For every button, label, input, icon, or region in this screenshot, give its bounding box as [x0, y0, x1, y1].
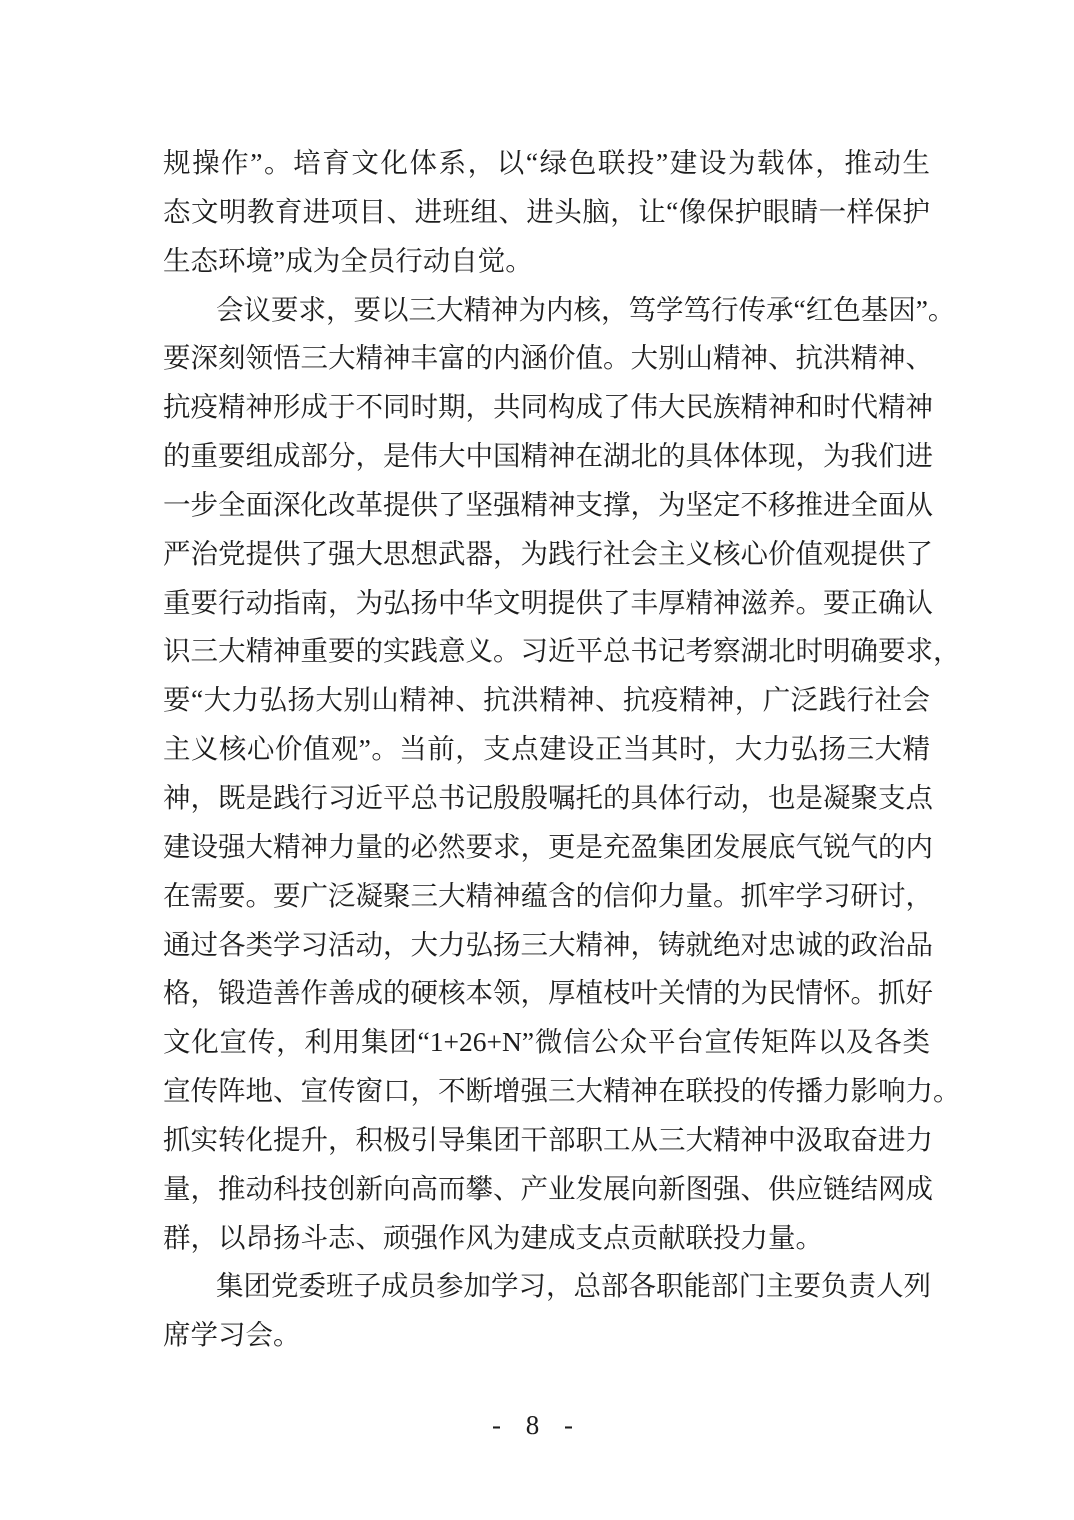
text-line: 严治党提供了强大思想武器，为践行社会主义核心价值观提供了: [163, 537, 933, 569]
text-line: 抓实转化提升，积极引导集团干部职工从三大精神中汲取奋进力: [163, 1123, 933, 1155]
text-line: 要“大力弘扬大别山精神、抗洪精神、抗疫精神，广泛践行社会: [163, 684, 930, 716]
text-line: 群，以昂扬斗志、顽强作风为建成支点贡献联投力量。: [163, 1221, 823, 1253]
text-line: 主义核心价值观”。当前，支点建设正当其时，大力弘扬三大精: [163, 733, 930, 765]
text-line: 抗疫精神形成于不同时期，共同构成了伟大民族精神和时代精神: [163, 391, 933, 423]
text-line: 态文明教育进项目、进班组、进头脑，让“像保护眼睛一样保护: [163, 195, 930, 227]
text-line: 宣传阵地、宣传窗口，不断增强三大精神在联投的传播力影响力。: [163, 1075, 961, 1107]
text-line: 建设强大精神力量的必然要求，更是充盈集团发展底气锐气的内: [163, 830, 933, 862]
text-line: 席学习会。: [163, 1319, 301, 1351]
document-body: [163, 139, 961, 1360]
text-line: 格，锻造善作善成的硬核本领，厚植枝叶关情的为民情怀。抓好: [163, 977, 933, 1009]
text-line: 生态环境”成为全员行动自觉。: [163, 244, 533, 276]
text-line: 识三大精神重要的实践意义。习近平总书记考察湖北时明确要求，: [163, 635, 961, 667]
text-line: 在需要。要广泛凝聚三大精神蕴含的信仰力量。抓牢学习研讨，: [163, 879, 933, 911]
text-line: 集团党委班子成员参加学习，总部各职能部门主要负责人列: [216, 1270, 931, 1302]
text-line: 通过各类学习活动，大力弘扬三大精神，铸就绝对忠诚的政治品: [163, 928, 933, 960]
text-line: 会议要求，要以三大精神为内核，笃学笃行传承“红色基因”。: [216, 293, 956, 325]
page-number: - 8 -: [492, 1410, 582, 1440]
text-line: 要深刻领悟三大精神丰富的内涵价值。大别山精神、抗洪精神、: [163, 342, 933, 374]
text-line: 规操作”。培育文化体系，以“绿色联投”建设为载体，推动生: [163, 147, 930, 178]
text-line: 重要行动指南，为弘扬中华文明提供了丰厚精神滋养。要正确认: [163, 586, 933, 618]
text-line: 文化宣传，利用集团“1+26+N”微信公众平台宣传矩阵以及各类: [163, 1026, 930, 1058]
text-line: 量，推动科技创新向高而攀、产业发展向新图强、供应链结网成: [163, 1172, 933, 1204]
text-line: 一步全面深化改革提供了坚强精神支撑，为坚定不移推进全面从: [163, 488, 933, 520]
paragraph: [163, 286, 961, 1263]
text-line: 的重要组成部分，是伟大中国精神在湖北的具体体现，为我们进: [163, 440, 933, 472]
paragraph: [163, 1262, 930, 1360]
paragraph: [163, 139, 930, 286]
text-line: 神，既是践行习近平总书记殷殷嘱托的具体行动，也是凝聚支点: [163, 781, 933, 813]
